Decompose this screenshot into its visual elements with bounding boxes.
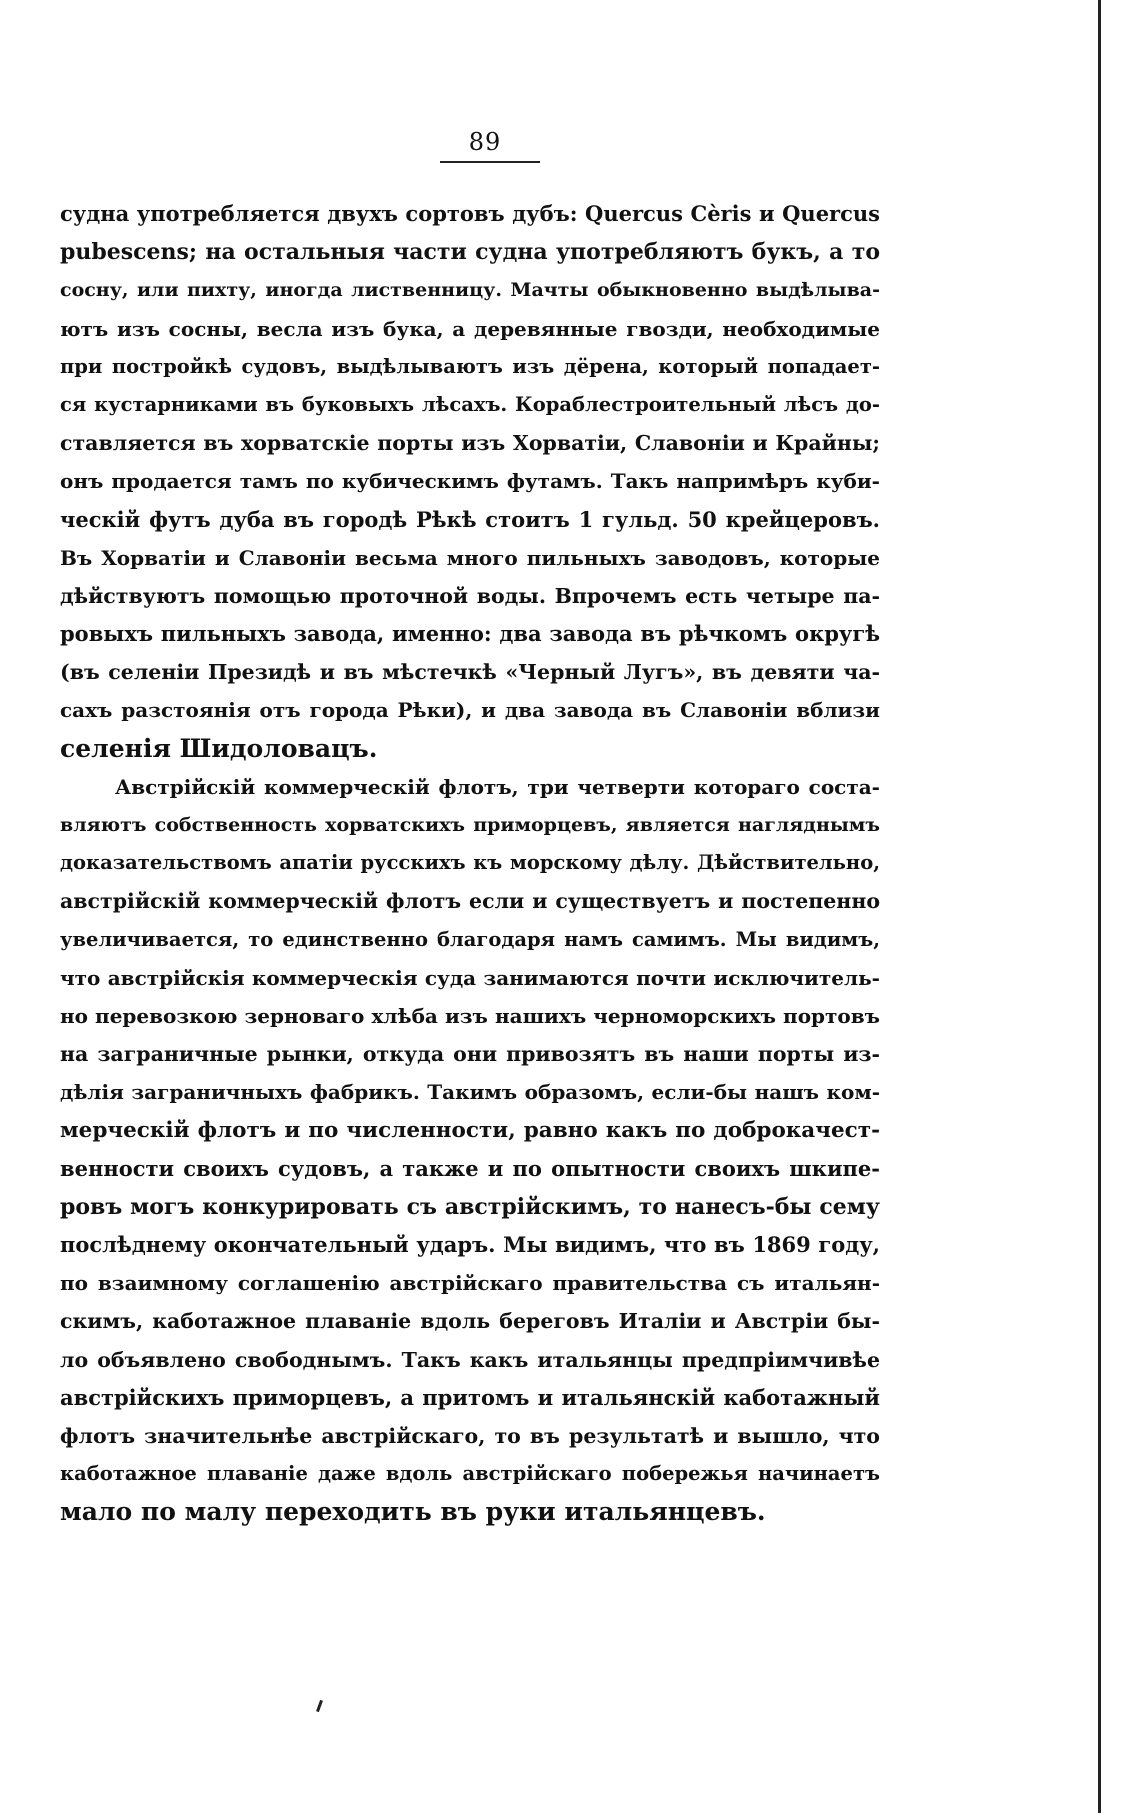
text-line: мерческій флотъ и по численности, равно какъ по доброкачест-: [60, 1117, 880, 1143]
text-line: селенія Шидоловацъ.: [60, 733, 378, 763]
text-line: скимъ, каботажное плаваніе вдоль береговъ Италіи и Австріи бы-: [60, 1309, 880, 1334]
text-line: что австрійскія коммерческія суда занимаются почти исключитель-: [60, 965, 880, 990]
text-line: мало по малу переходить въ руки итальянцевъ.: [60, 1497, 766, 1527]
text-line: на заграничные рынки, откуда они привозятъ въ наши порты из-: [60, 1042, 880, 1067]
page-number-underline: [440, 161, 540, 163]
text-line: доказательствомъ апатіи русскихъ къ морскому дѣлу. Дѣйствительно,: [60, 851, 880, 875]
text-line: дѣлія заграничныхъ фабрикъ. Такимъ образомъ, если-бы нашъ ком-: [60, 1080, 880, 1105]
text-line: венности своихъ судовъ, а также и по опытности своихъ шкипе-: [60, 1155, 880, 1181]
text-line: Австрійскій коммерческій флотъ, три четверти котораго соста-: [115, 774, 880, 799]
text-line: но перевозкою зерноваго хлѣба изъ нашихъ черноморскихъ портовъ: [60, 1003, 880, 1028]
text-line: судна употребляется двухъ сортовъ дубъ: Quercus Cèris и Quercus: [60, 201, 880, 226]
text-line: ровъ могъ конкурировать съ австрійскимъ, то нанесъ-бы сему: [60, 1193, 880, 1220]
paragraph-1: [60, 195, 880, 768]
page-edge-rule: [1098, 0, 1101, 1813]
paragraph-2: [60, 768, 880, 1532]
text-line: ся кустарниками въ буковыхъ лѣсахъ. Кораблестроительный лѣсъ до-: [60, 392, 880, 416]
text-line: ютъ изъ сосны, весла изъ бука, а деревянные гвозди, необходимые: [60, 316, 880, 341]
text-line: сосну, или пихту, иногда лиственницу. Мачты обыкновенно выдѣлыва-: [60, 279, 880, 302]
text-line: онъ продается тамъ по кубическимъ футамъ. Такъ напримѣръ куби-: [60, 469, 880, 494]
text-line: ставляется въ хорватскіе порты изъ Хорватіи, Славоніи и Крайны;: [60, 431, 880, 456]
text-line: дѣйствуютъ помощью проточной воды. Впрочемъ есть четыре па-: [60, 583, 880, 608]
text-line: (въ селеніи Президѣ и въ мѣстечкѣ «Черный Лугъ», въ девяти ча-: [60, 660, 880, 685]
text-line: pubescens; на остальныя части судна употребляютъ букъ, а то: [60, 239, 880, 266]
text-line: послѣднему окончательный ударъ. Мы видимъ, что въ 1869 году,: [60, 1232, 880, 1258]
body-text: [60, 195, 880, 1532]
text-line: австрійскихъ приморцевъ, а притомъ и итальянскій каботажный: [60, 1384, 880, 1410]
text-line: вляютъ собственность хорватскихъ приморцевъ, является нагляднымъ: [60, 814, 880, 836]
text-line: сахъ разстоянія отъ города Рѣки), и два завода въ Славоніи вблизи: [60, 698, 880, 723]
text-line: каботажное плаваніе даже вдоль австрійскаго побережья начинаетъ: [60, 1462, 880, 1486]
text-line: ческій футъ дуба въ городѣ Рѣкѣ стоитъ 1 гульд. 50 крейцеровъ.: [60, 506, 880, 532]
text-line: австрійскій коммерческій флотъ если и существуетъ и постепенно: [60, 889, 880, 914]
page-number: 89: [468, 128, 502, 156]
text-line: по взаимному соглашенію австрійскаго правительства съ итальян-: [60, 1271, 880, 1296]
text-line: флотъ значительнѣе австрійскаго, то въ результатѣ и вышло, что: [60, 1424, 880, 1448]
text-line: Въ Хорватіи и Славоніи весьма много пильныхъ заводовъ, которые: [60, 545, 880, 570]
text-line: увеличивается, то единственно благодаря намъ самимъ. Мы видимъ,: [60, 927, 880, 951]
text-line: ровыхъ пильныхъ завода, именно: два завода въ рѣчкомъ округѣ: [60, 621, 880, 647]
text-line: при постройкѣ судовъ, выдѣлываютъ изъ дёрена, который попадает-: [60, 354, 880, 378]
text-line: ло объявлено свободнымъ. Такъ какъ итальянцы предпріимчивѣе: [60, 1347, 880, 1372]
stray-ink-mark: [316, 1700, 323, 1712]
